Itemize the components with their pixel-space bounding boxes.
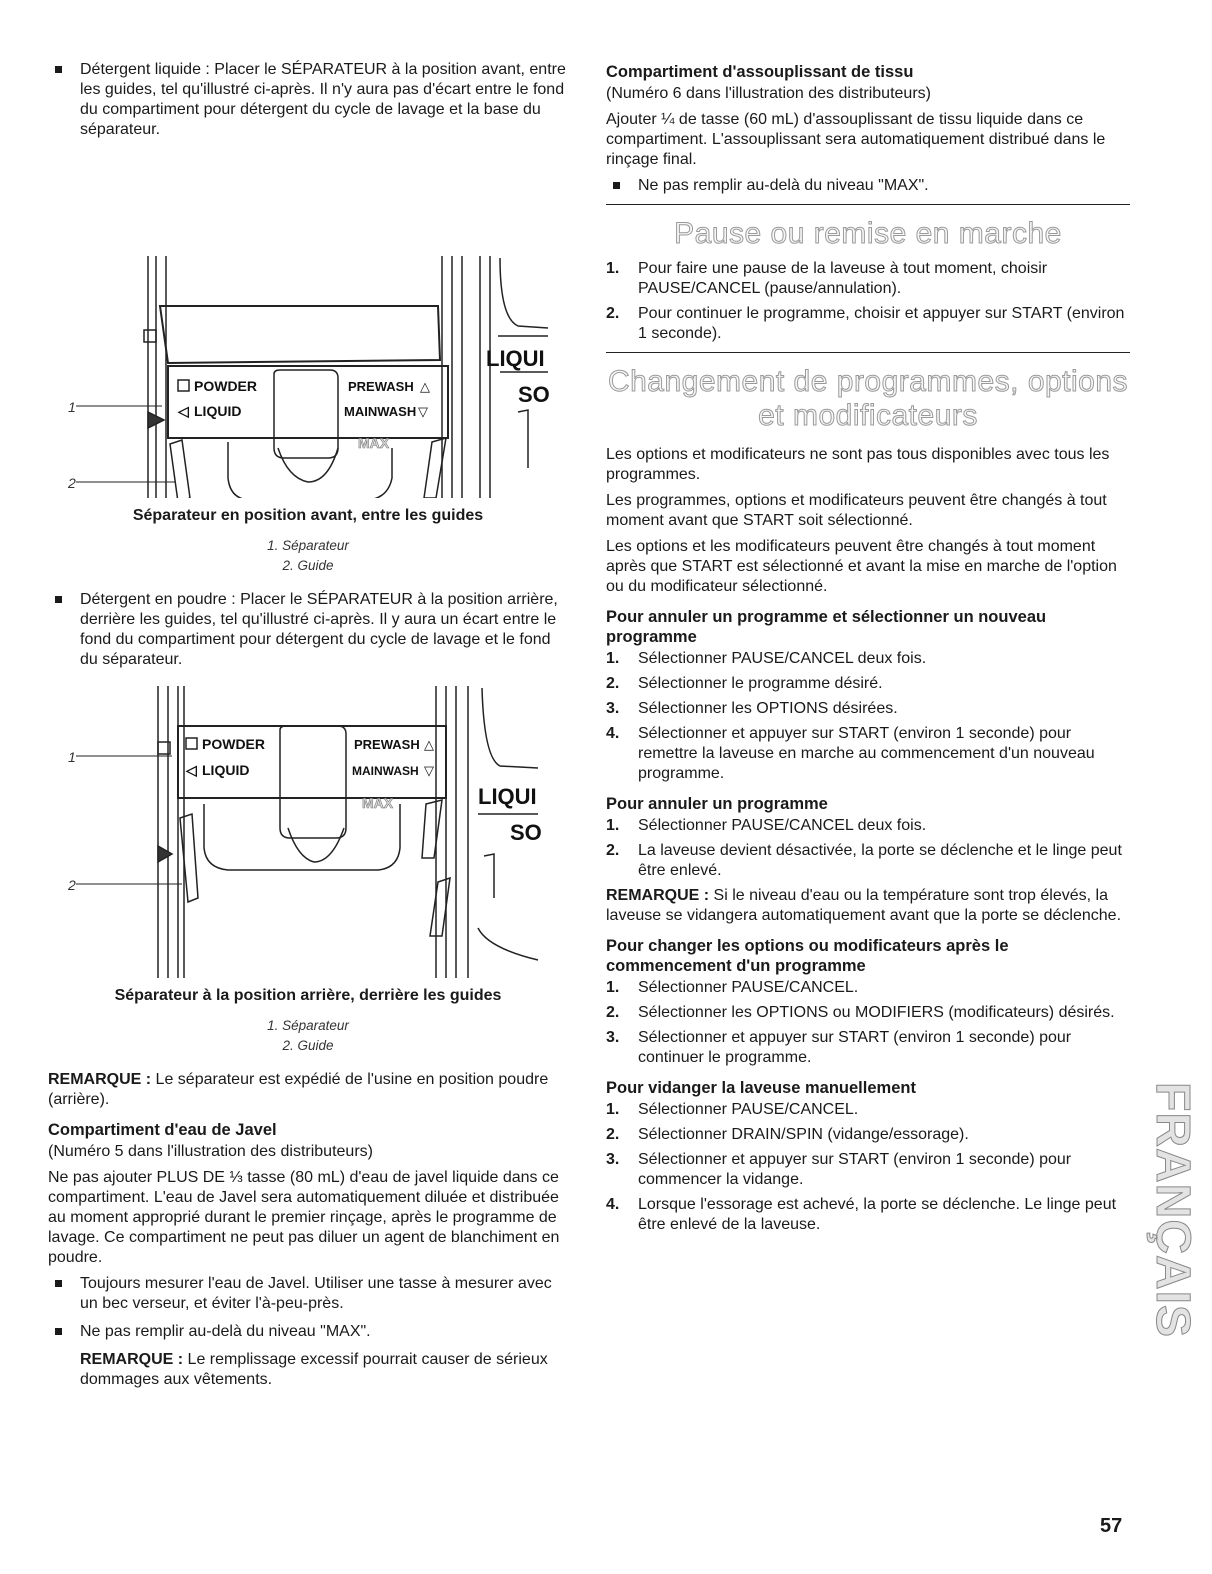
label-prewash: PREWASH (348, 379, 414, 394)
left-column (48, 60, 572, 1390)
divider (606, 204, 1130, 205)
cancel-new-steps (606, 649, 1130, 784)
list-item: 1. Pour faire une pause de la laveuse à tout moment, choisir PAUSE/CANCEL (pause/annulation). (606, 260, 1048, 297)
figure-front-position (48, 148, 568, 576)
list-item: 3. Sélectionner et appuyer sur START (environ 1 seconde) pour commencer la vidange. (606, 1151, 1072, 1188)
svg-text:△: △ (424, 737, 434, 752)
callout-1: 1 (68, 399, 76, 415)
dispenser-illustration-rear (48, 678, 568, 978)
svg-text:◁: ◁ (178, 403, 189, 419)
change-paragraph-2: Les programmes, options et modificateurs peuvent être changés à tout moment avant que START soit sélectionné. (606, 492, 1107, 529)
bullet-powder-detergent: Détergent en poudre : Placer le SÉPARATEUR à la position arrière, derrière les guides, tel qu'illustré ci-après. Il y aura un écart entre le fond du compartiment pour détergent du cycle de lavage et le fond du séparateur. (48, 590, 572, 670)
cancel-new-heading: Pour annuler un programme et sélectionner un nouveau programme (606, 608, 1047, 646)
list-item: 3. Sélectionner et appuyer sur START (environ 1 seconde) pour continuer le programme. (606, 1029, 1072, 1066)
label-powder: POWDER (202, 736, 265, 752)
pause-title: Pause ou remise en marche (674, 217, 1062, 250)
callout-2: 2 (68, 475, 76, 491)
label-liquid: LIQUID (202, 762, 250, 778)
callout-2: 2 (68, 877, 76, 893)
list-item: 4. Sélectionner et appuyer sur START (environ 1 seconde) pour remettre la laveuse en marche au commencement d'un nouveau programme. (606, 725, 1095, 782)
label-liqui: LIQUI (486, 346, 545, 371)
change-paragraph-3: Les options et les modificateurs peuvent être changés à tout moment après que START est sélectionné et avant la mise en marche de l'option ou du modificateur sélectionné. (606, 538, 1117, 595)
softener-body: Ajouter ¼ de tasse (60 mL) d'assouplissant de tissu liquide dans ce compartiment. L'assouplissant sera automatiquement distribué dans le rinçage final. (606, 111, 1106, 168)
svg-text:△: △ (420, 379, 430, 394)
list-item: 1. Sélectionner PAUSE/CANCEL. (606, 1101, 859, 1118)
note-water-level: REMARQUE : Si le niveau d'eau ou la température sont trop élevés, la laveuse se vidangera automatiquement avant que la porte se déclenche. (606, 887, 1122, 924)
svg-text:▽: ▽ (424, 763, 434, 778)
bleach-bullet-measure: Toujours mesurer l'eau de Javel. Utiliser une tasse à mesurer avec un bec verseur, et éviter l'à-peu-près. (48, 1274, 572, 1314)
language-tab: FRANÇAIS (1146, 1082, 1199, 1338)
figure-front-legend: 1. Séparateur 2. Guide (267, 538, 349, 573)
bleach-heading: Compartiment d'eau de Javel (48, 1121, 277, 1139)
label-so: SO (510, 820, 542, 845)
svg-text:▽: ▽ (418, 404, 428, 419)
drain-heading: Pour vidanger la laveuse manuellement (606, 1079, 916, 1097)
change-options-steps (606, 978, 1130, 1068)
bullet-liquid-detergent: Détergent liquide : Placer le SÉPARATEUR à la position avant, entre les guides, tel qu'illustré ci-après. Il n'y aura pas d'écart entre le fond du compartiment pour détergent du cycle de lavage et la base du séparateur. (48, 60, 572, 140)
bleach-body: Ne pas ajouter PLUS DE ⅓ tasse (80 mL) d'eau de javel liquide dans ce compartiment. L'eau de Javel sera automatiquement diluée et distribuée au moment approprié durant le premier rinçage, après le programme de lavage. Ce compartiment ne peut pas diluer un agent de blanchiment en poudre. (48, 1169, 560, 1266)
figure-rear-legend: 1. Séparateur 2. Guide (267, 1018, 349, 1053)
change-options-heading: Pour changer les options ou modificateurs après le commencement d'un programme (606, 937, 1009, 975)
change-paragraph-1: Les options et modificateurs ne sont pas tous disponibles avec tous les programmes. (606, 446, 1110, 483)
dispenser-illustration-front (48, 148, 568, 498)
label-powder: POWDER (194, 378, 257, 394)
svg-text:◁: ◁ (186, 762, 197, 778)
list-item: 2. La laveuse devient désactivée, la porte se déclenche et le linge peut être enlevé. (606, 842, 1122, 879)
label-liqui: LIQUI (478, 784, 537, 809)
pause-steps (606, 259, 1130, 344)
label-max: MAX (362, 795, 394, 811)
divider (606, 352, 1130, 353)
list-item: 1. Sélectionner PAUSE/CANCEL deux fois. (606, 817, 927, 834)
softener-bullet-max: Ne pas remplir au-delà du niveau "MAX". (606, 176, 1130, 196)
label-liquid: LIQUID (194, 403, 242, 419)
list-item: 4. Lorsque l'essorage est achevé, la porte se déclenche. Le linge peut être enlevé de la laveuse. (606, 1196, 1117, 1233)
label-max: MAX (358, 435, 390, 451)
label-mainwash: MAINWASH (352, 764, 419, 778)
softener-heading: Compartiment d'assouplissant de tissu (606, 63, 914, 81)
figure-front-caption: Séparateur en position avant, entre les guides (132, 507, 484, 524)
cancel-steps (606, 816, 1130, 881)
figure-rear-position (48, 678, 568, 1056)
bleach-sub: (Numéro 5 dans l'illustration des distributeurs) (48, 1143, 373, 1160)
bleach-bullet-max: Ne pas remplir au-delà du niveau "MAX". (48, 1322, 572, 1342)
list-item: 3. Sélectionner les OPTIONS désirées. (606, 700, 898, 717)
list-item: 2. Sélectionner les OPTIONS ou MODIFIERS (modificateurs) désirés. (606, 1004, 1115, 1021)
list-item: 1. Sélectionner PAUSE/CANCEL deux fois. (606, 650, 927, 667)
list-item: 2. Sélectionner DRAIN/SPIN (vidange/essorage). (606, 1126, 969, 1143)
drain-steps (606, 1100, 1130, 1235)
label-prewash: PREWASH (354, 737, 420, 752)
change-title: Changement de programmes, options et modificateurs (607, 365, 1129, 432)
note-overfill: REMARQUE : Le remplissage excessif pourrait causer de sérieux dommages aux vêtements. (80, 1351, 548, 1388)
list-item: 1. Sélectionner PAUSE/CANCEL. (606, 979, 859, 996)
list-item: 2. Sélectionner le programme désiré. (606, 675, 883, 692)
label-so: SO (518, 382, 550, 407)
page-number: 57 (1100, 1515, 1123, 1537)
list-item: 2. Pour continuer le programme, choisir et appuyer sur START (environ 1 seconde). (606, 305, 1125, 342)
right-column (606, 60, 1130, 1240)
label-mainwash: MAINWASH (344, 404, 417, 419)
callout-1: 1 (68, 749, 76, 765)
figure-rear-caption: Séparateur à la position arrière, derrière les guides (114, 987, 502, 1004)
cancel-heading: Pour annuler un programme (606, 795, 828, 813)
softener-sub: (Numéro 6 dans l'illustration des distributeurs) (606, 85, 931, 102)
note-separator-shipping: REMARQUE : Le séparateur est expédié de l'usine en position poudre (arrière). (48, 1071, 549, 1108)
